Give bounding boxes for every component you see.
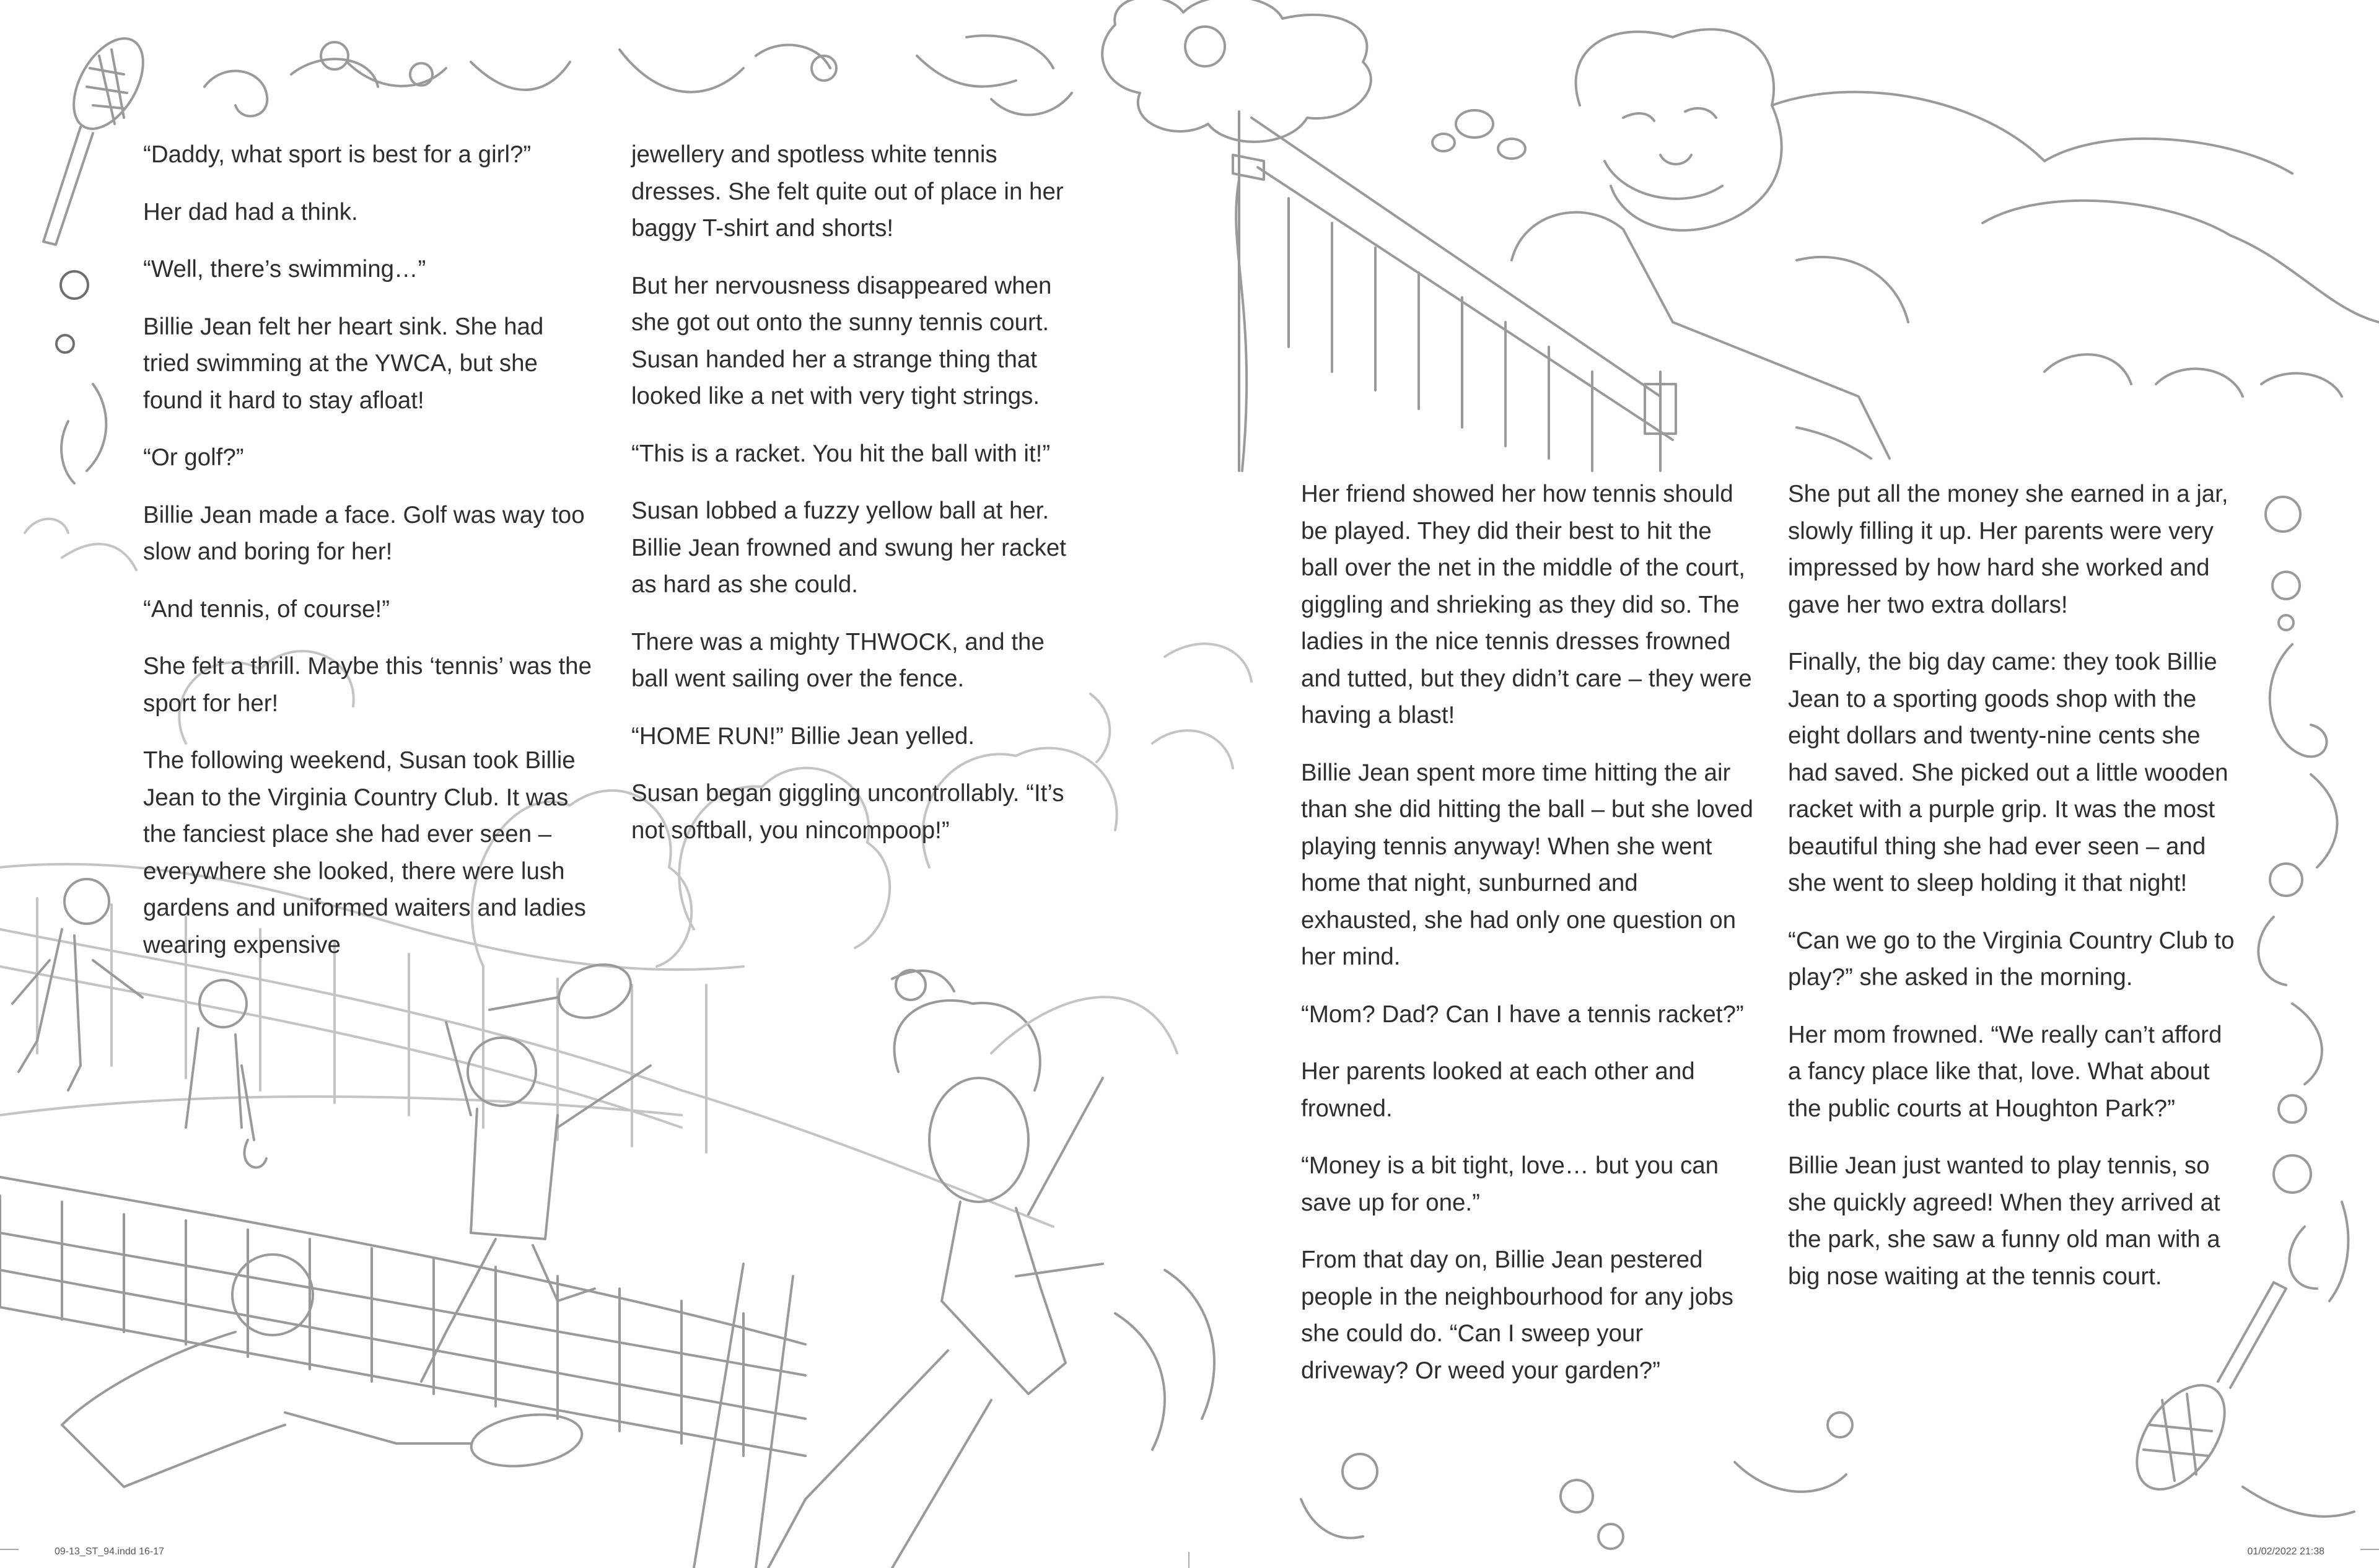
paragraph: Billie Jean spent more time hitting the air than she did hitting the ball – but she loved playing tennis anyway! When she went home that night, sunburned and exhausted, she had only one question on her mind. — [1301, 759, 1753, 970]
paragraph: She put all the money she earned in a jar, slowly filling it up. Her parents were very impressed by how hard she worked and gave her two extra dollars! — [1788, 481, 2228, 618]
text-column-1 — [143, 136, 595, 984]
text-column-4 — [1788, 476, 2240, 1315]
top-swirl-border — [204, 35, 1072, 116]
paragraph: Billie Jean just wanted to play tennis, so she quickly agreed! When they arrived at the park, she saw a funny old man with a big nose waiting at the tennis court. — [1788, 1152, 2220, 1290]
racket-bottom-right-icon — [2119, 1282, 2354, 1517]
racket-top-left-icon — [43, 27, 157, 245]
paragraph: jewellery and spotless white tennis dresses. She felt quite out of place in her baggy T-shirt and shorts! — [631, 141, 1064, 242]
paragraph: Her friend showed her how tennis should be played. They did their best to hit the ball over the net in the middle of the court, giggling and shrieking as they did so. The ladies in the nice tennis dresses frowned and tutted, but they didn’t care – they were having a blast! — [1301, 481, 1752, 729]
paragraph: Susan lobbed a fuzzy yellow ball at her. Billie Jean frowned and swung her racket as hard as she could. — [631, 497, 1066, 598]
bed-scene — [1233, 29, 2379, 471]
paragraph: Billie Jean felt her heart sink. She had tried swimming at the YWCA, but she found it hard to stay afloat! — [143, 313, 544, 414]
paragraph: “Well, there’s swimming…” — [143, 256, 426, 283]
thought-cloud — [1102, 0, 1525, 159]
paragraph: Her dad had a think. — [143, 198, 358, 226]
paragraph: “Can we go to the Virginia Country Club to play?” she asked in the morning. — [1788, 927, 2235, 991]
paragraph: “Mom? Dad? Can I have a tennis racket?” — [1301, 1001, 1744, 1028]
paragraph: Finally, the big day came: they took Billie Jean to a sporting goods shop with the eight dollars and twenty-nine cents she had saved. She picked out a little wooden racket with a purple grip. It was the most beautiful thing she had ever seen – and she went to sleep holding it that night! — [1788, 649, 2228, 896]
paragraph: “This is a racket. You hit the ball with it!” — [631, 440, 1051, 467]
paragraph: There was a mighty THWOCK, and the ball went sailing over the fence. — [631, 628, 1045, 692]
text-column-3 — [1301, 476, 1753, 1409]
paragraph: Susan began giggling uncontrollably. “It’s not softball, you nincompoop!” — [631, 780, 1064, 844]
print-slug-right: 01/02/2022 21:38 — [2247, 1546, 2324, 1557]
paragraph: Her mom frowned. “We really can’t afford a fancy place like that, love. What about the public courts at Houghton Park?” — [1788, 1021, 2222, 1122]
print-slug-left: 09-13_ST_94.indd 16-17 — [55, 1546, 165, 1557]
paragraph: “Or golf?” — [143, 444, 244, 471]
spine-mark — [1188, 1552, 1190, 1568]
paragraph: The following weekend, Susan took Billie Jean to the Virginia Country Club. It was the fanciest place she had ever seen – everywhere she looked, there were lush gardens and uniformed waiters and ladies wearing expensive — [143, 747, 586, 958]
paragraph: “Daddy, what sport is best for a girl?” — [143, 141, 532, 168]
paragraph: Billie Jean made a face. Golf was way too slow and boring for her! — [143, 501, 585, 565]
paragraph: She felt a thrill. Maybe this ‘tennis’ was the sport for her! — [143, 653, 592, 717]
paragraph: Her parents looked at each other and frowned. — [1301, 1058, 1695, 1122]
right-border-decor — [2258, 497, 2348, 1301]
text-column-2 — [631, 136, 1084, 869]
paragraph: But her nervousness disappeared when she got out onto the sunny tennis court. Susan handed her a strange thing that looked like a net with very tight strings. — [631, 272, 1052, 410]
paragraph: From that day on, Billie Jean pestered people in the neighbourhood for any jobs she could do. “Can I sweep your driveway? Or weed your garden?” — [1301, 1246, 1733, 1384]
paragraph: “And tennis, of course!” — [143, 595, 390, 623]
paragraph: “Money is a bit tight, love… but you can save up for one.” — [1301, 1152, 1719, 1216]
crop-mark — [0, 1549, 19, 1550]
paragraph: “HOME RUN!” Billie Jean yelled. — [631, 722, 975, 750]
crop-mark — [2360, 1549, 2379, 1550]
